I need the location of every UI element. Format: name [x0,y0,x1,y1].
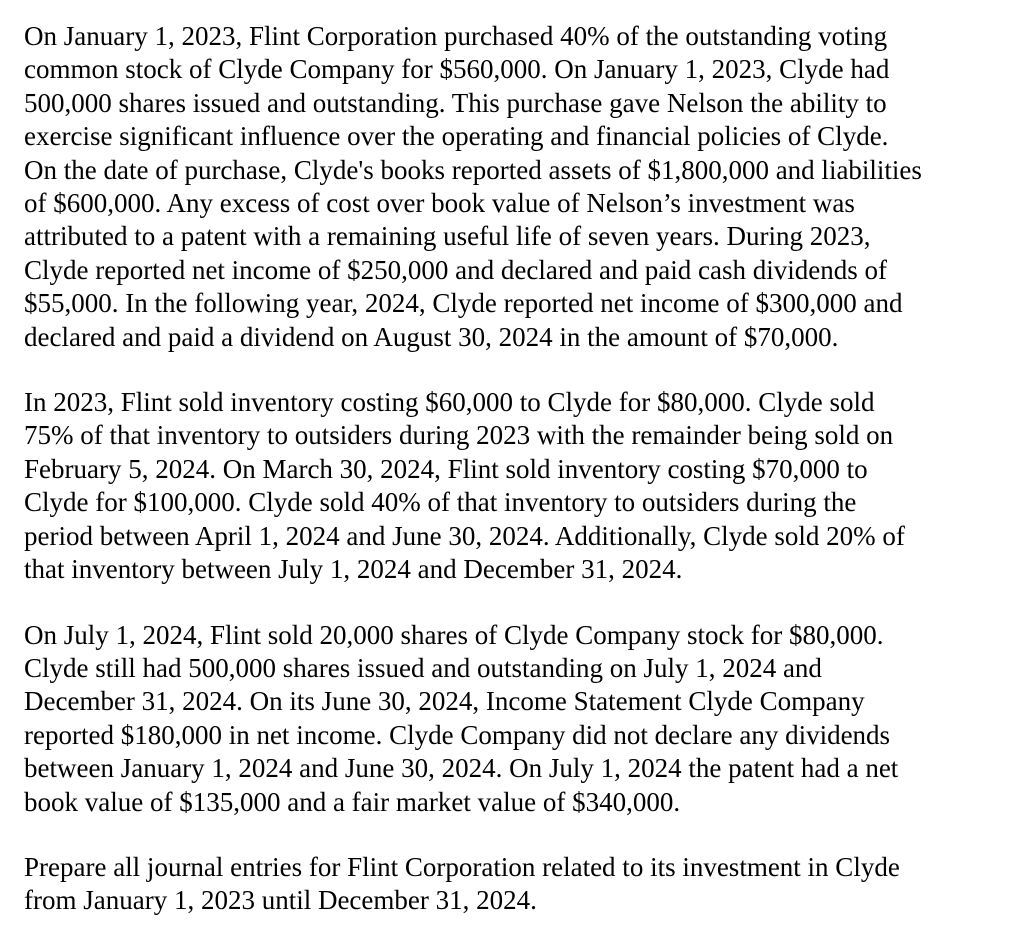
text-line: On July 1, 2024, Flint sold 20,000 shares of Clyde Company stock for $80,000. [24,619,884,650]
text-line: December 31, 2024. On its June 30, 2024, Income Statement Clyde Company [24,686,865,717]
text-line: On January 1, 2023, Flint Corporation purchased 40% of the outstanding voting [24,21,888,51]
text-line: $55,000. In the following year, 2024, Clyde reported net income of $300,000 and [24,288,903,319]
text-line: In 2023, Flint sold inventory costing $60,000 to Clyde for $80,000. Clyde sold [24,387,875,418]
paragraph-instructions [24,851,994,918]
problem-document [24,20,994,918]
text-line: 75% of that inventory to outsiders during 2023 with the remainder being sold on [24,420,894,451]
paragraph-acquisition [24,20,994,354]
text-line: that inventory between July 1, 2024 and December 31, 2024. [24,554,683,585]
paragraph-spacer [24,587,994,619]
paragraph-share-sale [24,619,994,819]
text-line: from January 1, 2023 until December 31, 2024. [24,885,537,916]
text-line: period between April 1, 2024 and June 30, 2024. Additionally, Clyde sold 20% of [24,520,905,551]
text-line: Prepare all journal entries for Flint Corporation related to its investment in Clyde [24,851,900,882]
text-line: Clyde for $100,000. Clyde sold 40% of that inventory to outsiders during the [24,487,857,518]
text-line: February 5, 2024. On March 30, 2024, Flint sold inventory costing $70,000 to [24,453,868,484]
text-line: Clyde still had 500,000 shares issued and outstanding on July 1, 2024 and [24,652,822,683]
paragraph-spacer [24,354,994,386]
text-line: exercise significant influence over the operating and financial policies of Clyde. [24,121,889,152]
text-line: book value of $135,000 and a fair market value of $340,000. [24,786,681,817]
text-line: On the date of purchase, Clyde's books reported assets of $1,800,000 and liabilities [24,154,922,185]
paragraph-spacer [24,819,994,851]
text-line: declared and paid a dividend on August 30, 2024 in the amount of $70,000. [24,321,839,352]
paragraph-inventory-sales [24,386,994,586]
text-line: 500,000 shares issued and outstanding. This purchase gave Nelson the ability to [24,87,887,118]
text-line: Clyde reported net income of $250,000 and declared and paid cash dividends of [24,254,887,285]
text-line: between January 1, 2024 and June 30, 2024. On July 1, 2024 the patent had a net [24,753,899,784]
text-line: attributed to a patent with a remaining useful life of seven years. During 2023, [24,221,871,252]
text-line: reported $180,000 in net income. Clyde Company did not declare any dividends [24,719,891,750]
text-line: common stock of Clyde Company for $560,000. On January 1, 2023, Clyde had [24,54,890,85]
text-line: of $600,000. Any excess of cost over book value of Nelson’s investment was [24,188,855,219]
